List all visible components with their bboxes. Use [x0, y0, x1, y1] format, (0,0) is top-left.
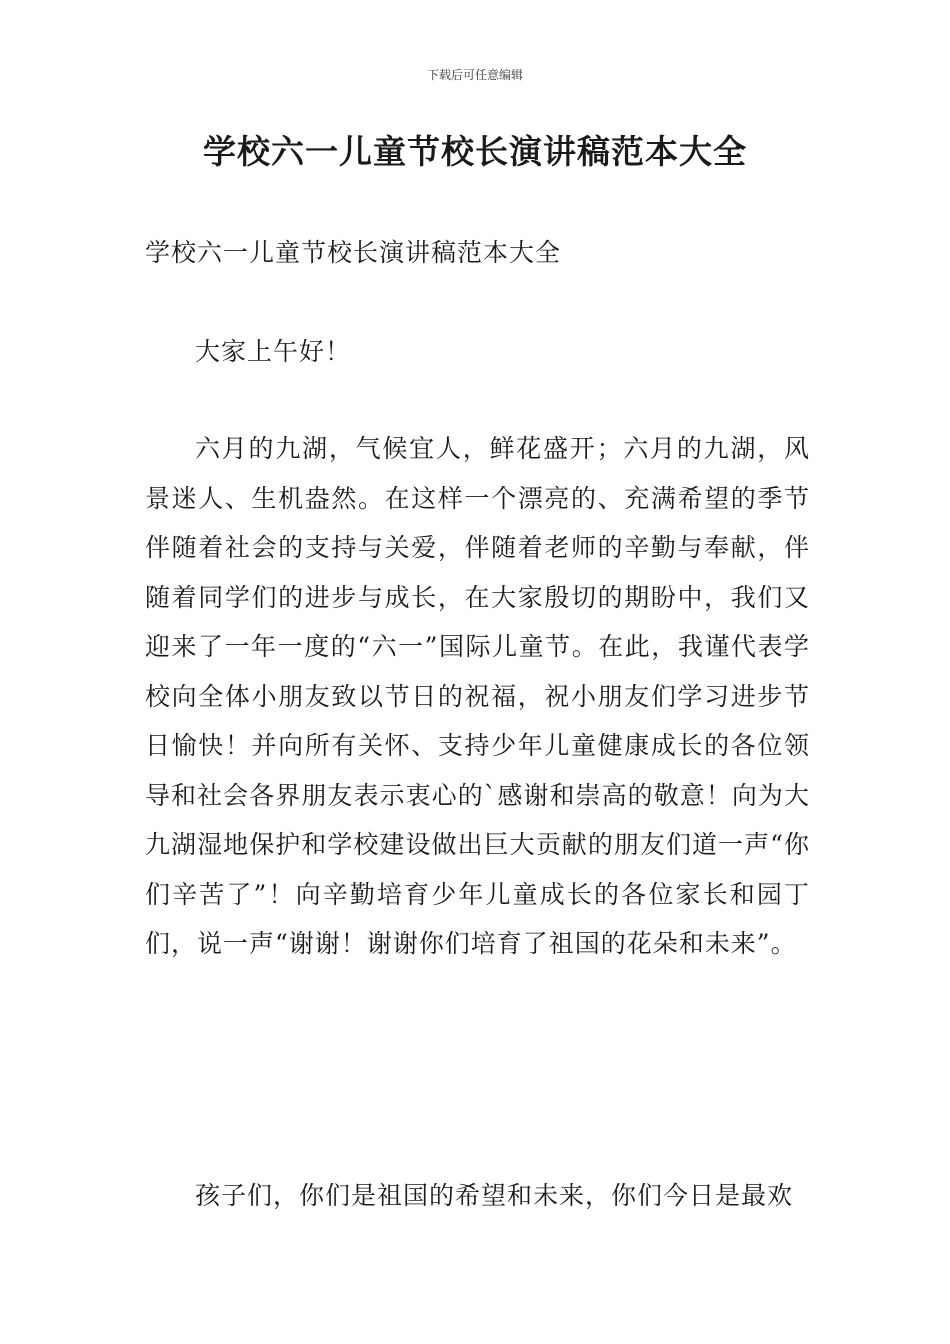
- greeting-paragraph: 大家上午好！: [195, 337, 352, 366]
- body-paragraph-2: 孩子们，你们是祖国的希望和未来，你们今日是最欢: [195, 1181, 794, 1210]
- document-title: 学校六一儿童节校长演讲稿范本大全: [203, 132, 747, 171]
- document-subtitle: 学校六一儿童节校长演讲稿范本大全: [145, 238, 562, 267]
- header-note: 下载后可任意编辑: [426, 68, 523, 82]
- body-paragraph-1: 六月的九湖，气候宜人，鲜花盛开；六月的九湖，风景迷人、生机盎然。在这样一个漂亮的、充满希望的季节伴随着社会的支持与关爱，伴随着老师的辛勤与奉献，伴随着同学们的进步与成长，在大家殷切的期盼中，我们又迎来了一年一度的“六一”国际儿童节。在此，我谨代表学校向全体小朋友致以节日的祝福，祝小朋友们学习进步节日愉快！并向所有关怀、支持少年儿童健康成长的各位领导和社会各界朋友表示衷心的`感谢和崇高的敬意！向为大九湖湿地保护和学校建设做出巨大贡献的朋友们道一声“你们辛苦了”！向辛勤培育少年儿童成长的各位家长和园丁们，说一声“谢谢！谢谢你们培育了祖国的花朵和未来”。: [145, 434, 810, 958]
